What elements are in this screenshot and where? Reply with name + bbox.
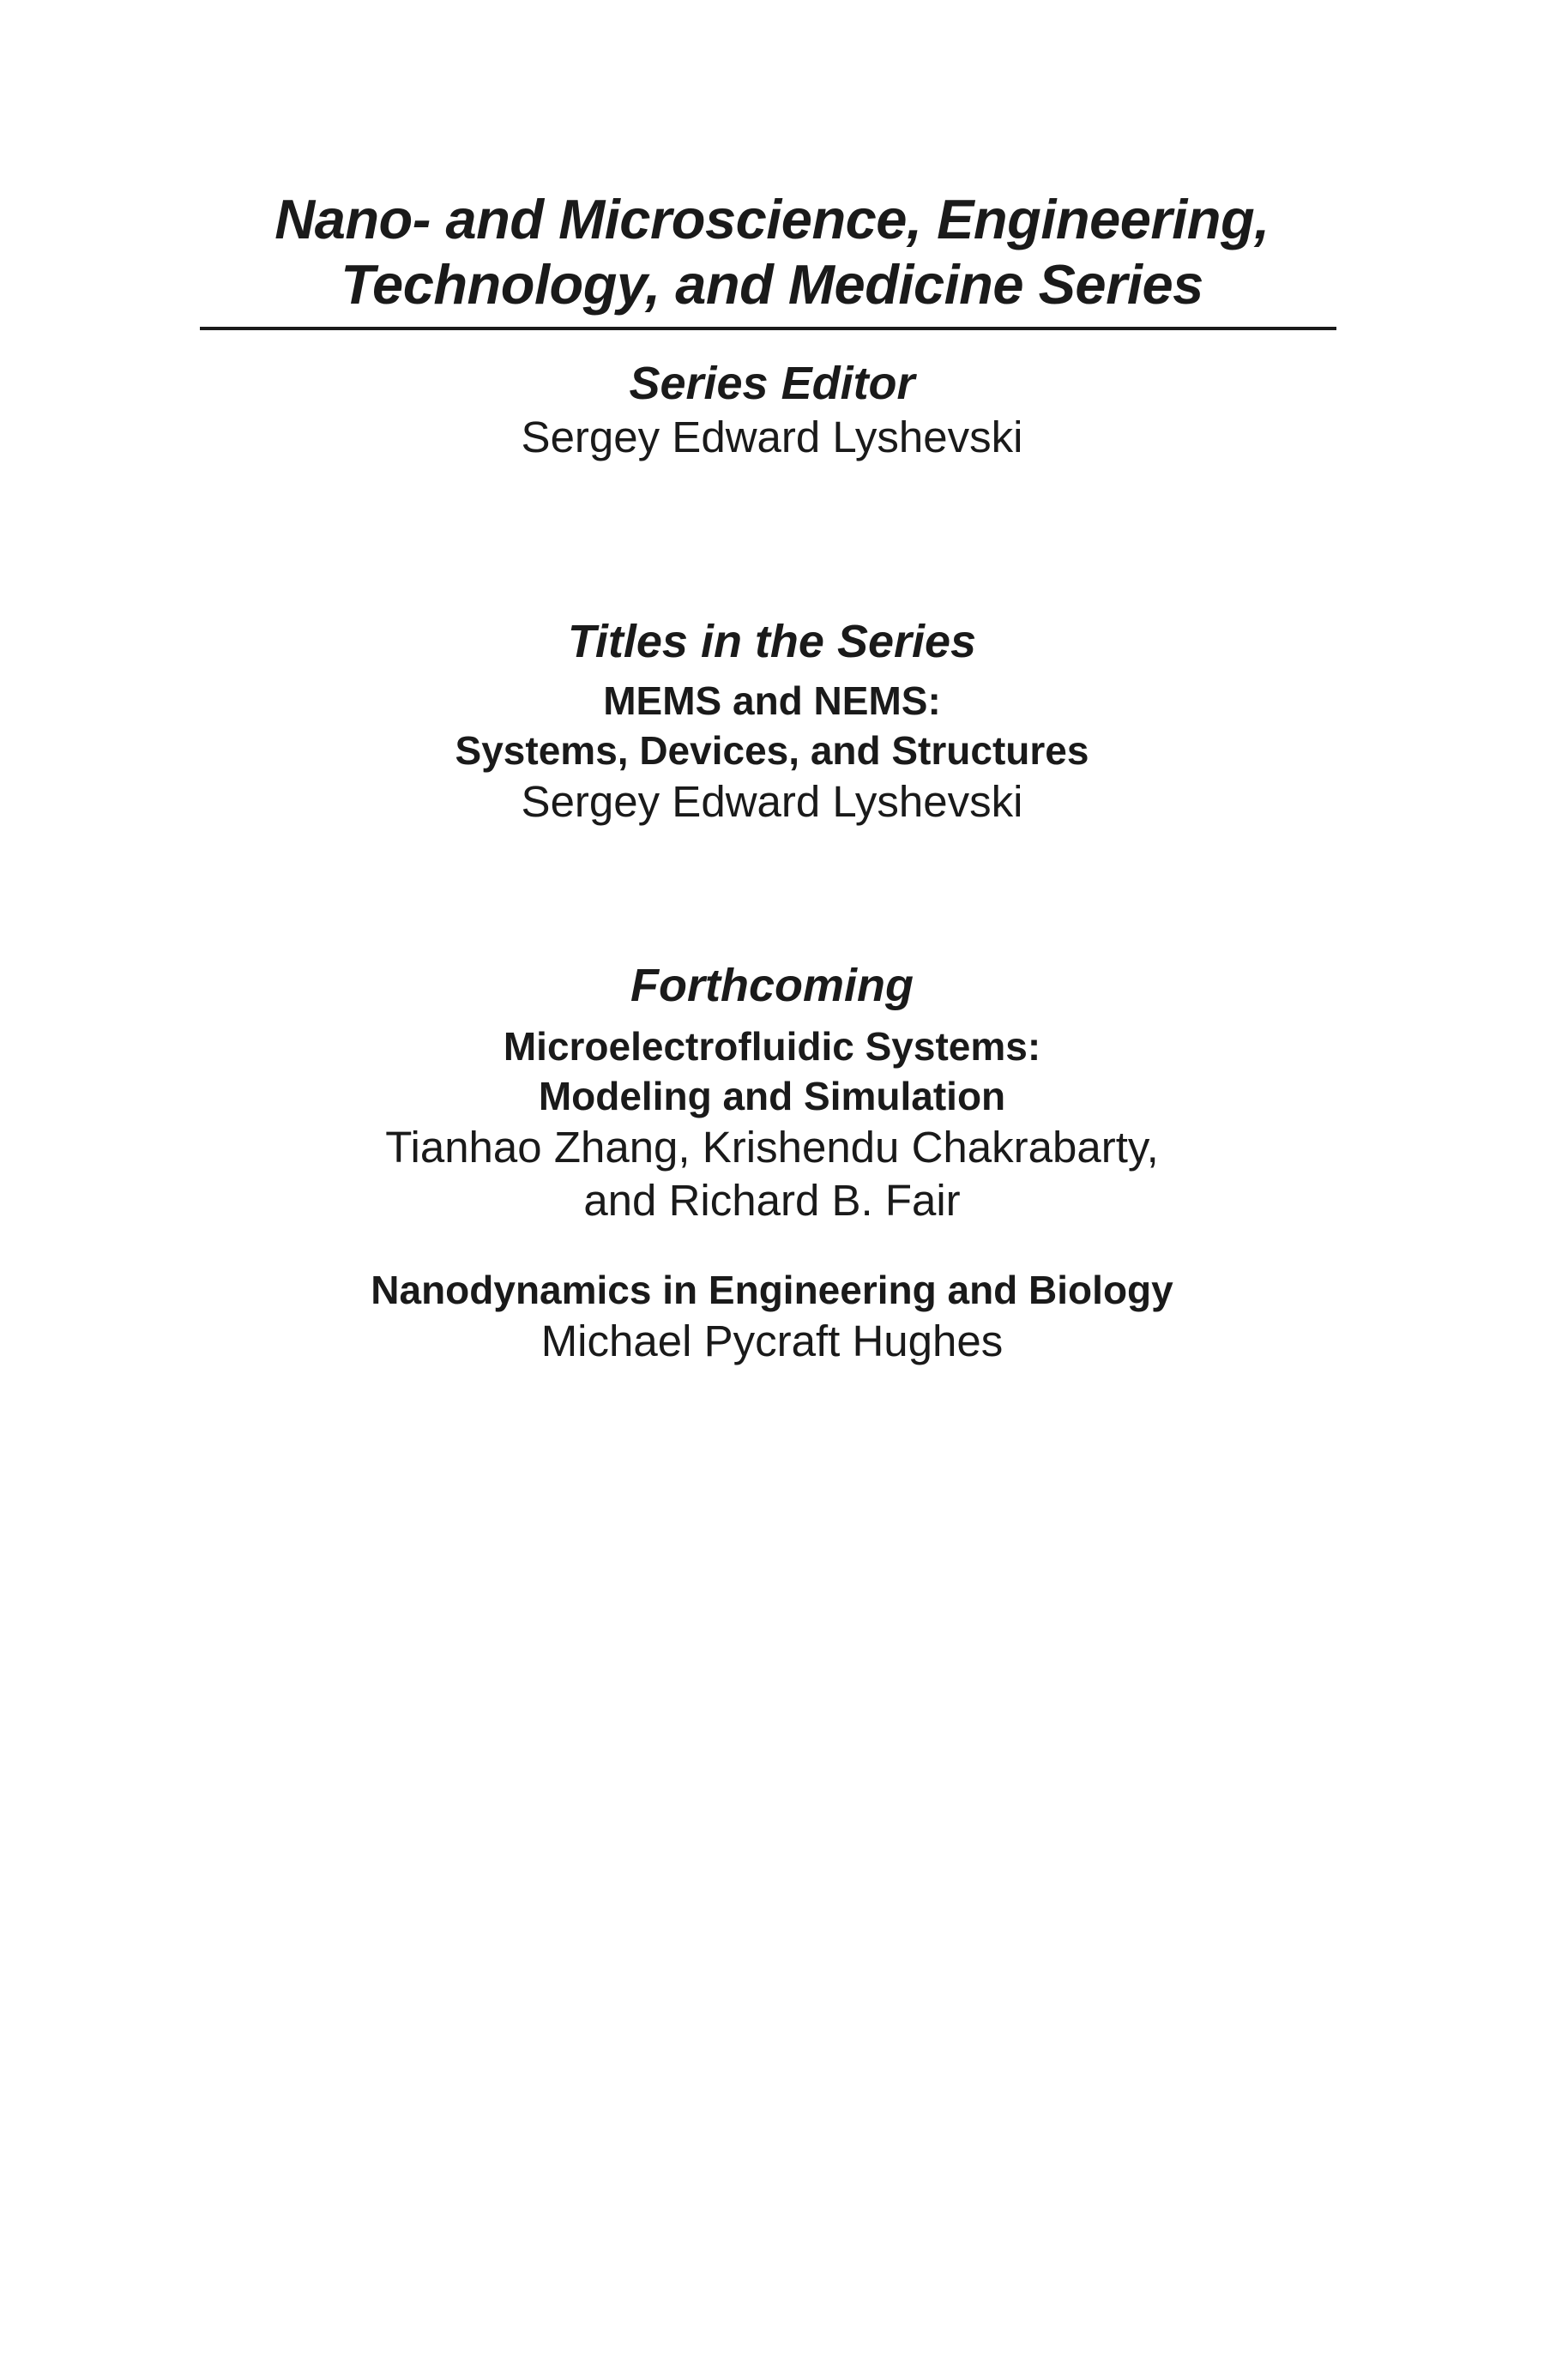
book-author-line-1: Michael Pycraft Hughes	[540, 1317, 1004, 1365]
book-title-line-1: Microelectrofluidic Systems:	[503, 1024, 1041, 1069]
book-author-line-2: and Richard B. Fair	[583, 1176, 961, 1225]
forthcoming-heading: Forthcoming	[630, 960, 914, 1011]
titles-in-series-heading: Titles in the Series	[567, 616, 977, 667]
book-title-line-1: MEMS and NEMS:	[603, 678, 941, 723]
forthcoming-section	[0, 958, 1544, 1368]
series-title-line-2: Technology, and Medicine Series	[341, 253, 1203, 316]
series-title-line-1: Nano- and Microscience, Engineering,	[274, 188, 1270, 250]
series-editor-heading: Series Editor	[629, 358, 915, 409]
book-author: Sergey Edward Lyshevski	[521, 777, 1023, 826]
book-title-line-2: Modeling and Simulation	[538, 1074, 1006, 1118]
book-title-line-1: Nanodynamics in Engineering and Biology	[371, 1268, 1173, 1312]
list-item	[0, 1021, 1544, 1227]
book-title-line-2: Systems, Devices, and Structures	[455, 728, 1089, 773]
title-divider	[200, 327, 1336, 330]
series-editor-name: Sergey Edward Lyshevski	[521, 413, 1023, 461]
list-item	[0, 676, 1544, 828]
titles-in-series-section	[0, 614, 1544, 828]
book-author-line-1: Tianhao Zhang, Krishendu Chakrabarty,	[385, 1123, 1159, 1172]
series-editor-section	[0, 356, 1544, 464]
series-title	[0, 187, 1544, 317]
list-item	[0, 1265, 1544, 1368]
